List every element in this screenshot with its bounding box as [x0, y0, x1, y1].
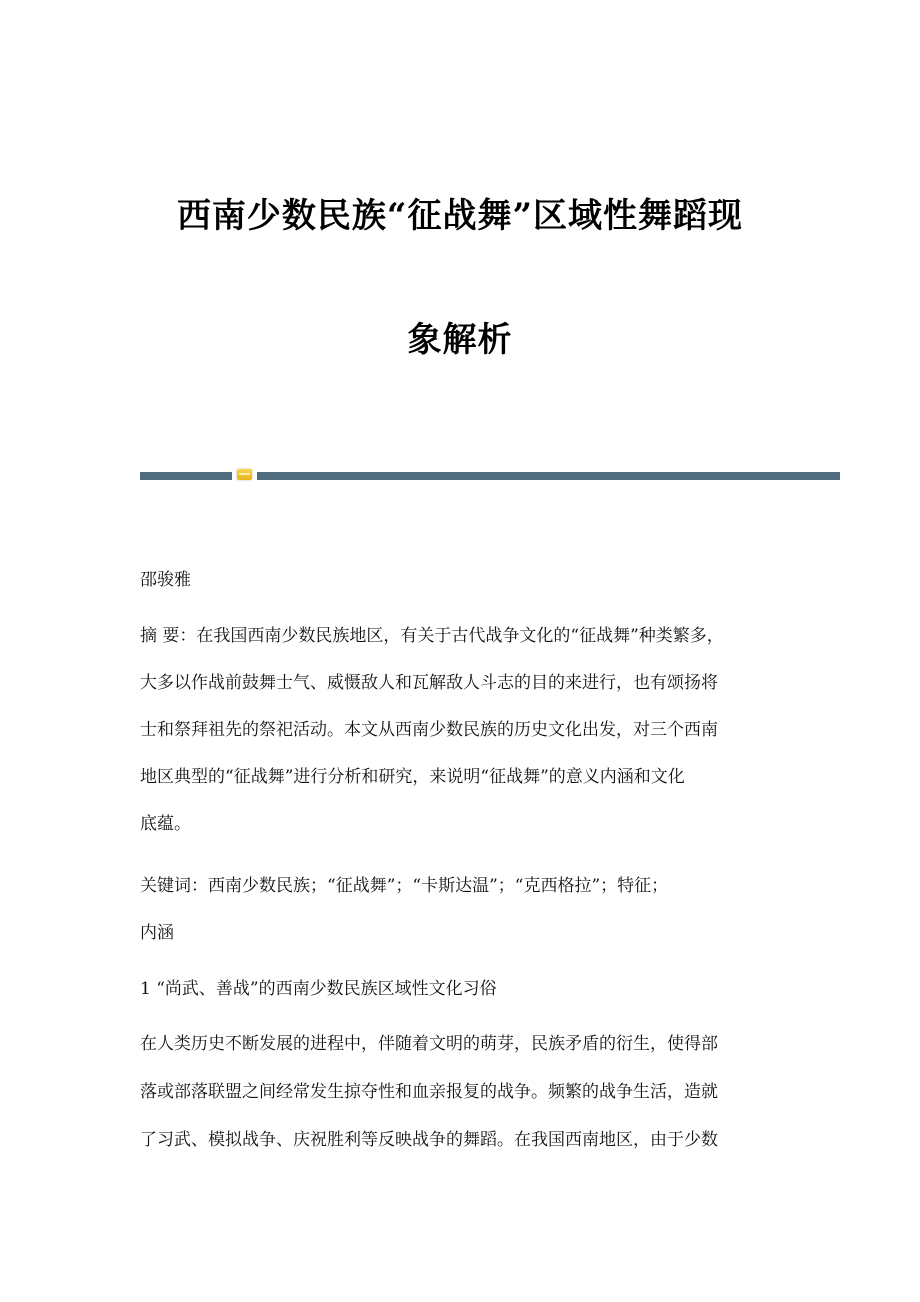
- abstract-line: 地区典型的“征战舞”进行分析和研究，来说明“征战舞”的意义内涵和文化: [140, 767, 685, 787]
- divider-bar-left: [140, 472, 232, 480]
- keywords-line: 内涵: [140, 923, 174, 943]
- body-line: 落或部落联盟之间经常发生掠夺性和血亲报复的战争。频繁的战争生活，造就: [140, 1082, 718, 1102]
- body-line: 在人类历史不断发展的进程中，伴随着文明的萌芽，民族矛盾的衍生，使得部: [140, 1034, 718, 1054]
- author-name: 邵骏雅: [140, 570, 191, 590]
- document-title-line-1: 西南少数民族“征战舞”区域性舞蹈现: [176, 196, 744, 236]
- abstract-line: 底蕴。: [140, 814, 191, 834]
- divider-bar-right: [257, 472, 840, 480]
- section-heading: 1 “尚武、善战”的西南少数民族区域性文化习俗: [140, 979, 497, 999]
- abstract-line: 摘 要：在我国西南少数民族地区，有关于古代战争文化的“征战舞”种类繁多，: [140, 626, 724, 646]
- keywords-line: 关键词：西南少数民族；“征战舞”；“卡斯达温”；“克西格拉”；特征；: [140, 876, 669, 896]
- abstract-line: 大多以作战前鼓舞士气、威慑敌人和瓦解敌人斗志的目的来进行，也有颂扬将: [140, 673, 718, 693]
- abstract-line: 士和祭拜祖先的祭祀活动。本文从西南少数民族的历史文化出发，对三个西南: [140, 720, 718, 740]
- divider-gem-icon: [237, 469, 252, 480]
- body-line: 了习武、模拟战争、庆祝胜利等反映战争的舞蹈。在我国西南地区，由于少数: [140, 1130, 718, 1150]
- document-title-line-2: 象解析: [407, 320, 513, 360]
